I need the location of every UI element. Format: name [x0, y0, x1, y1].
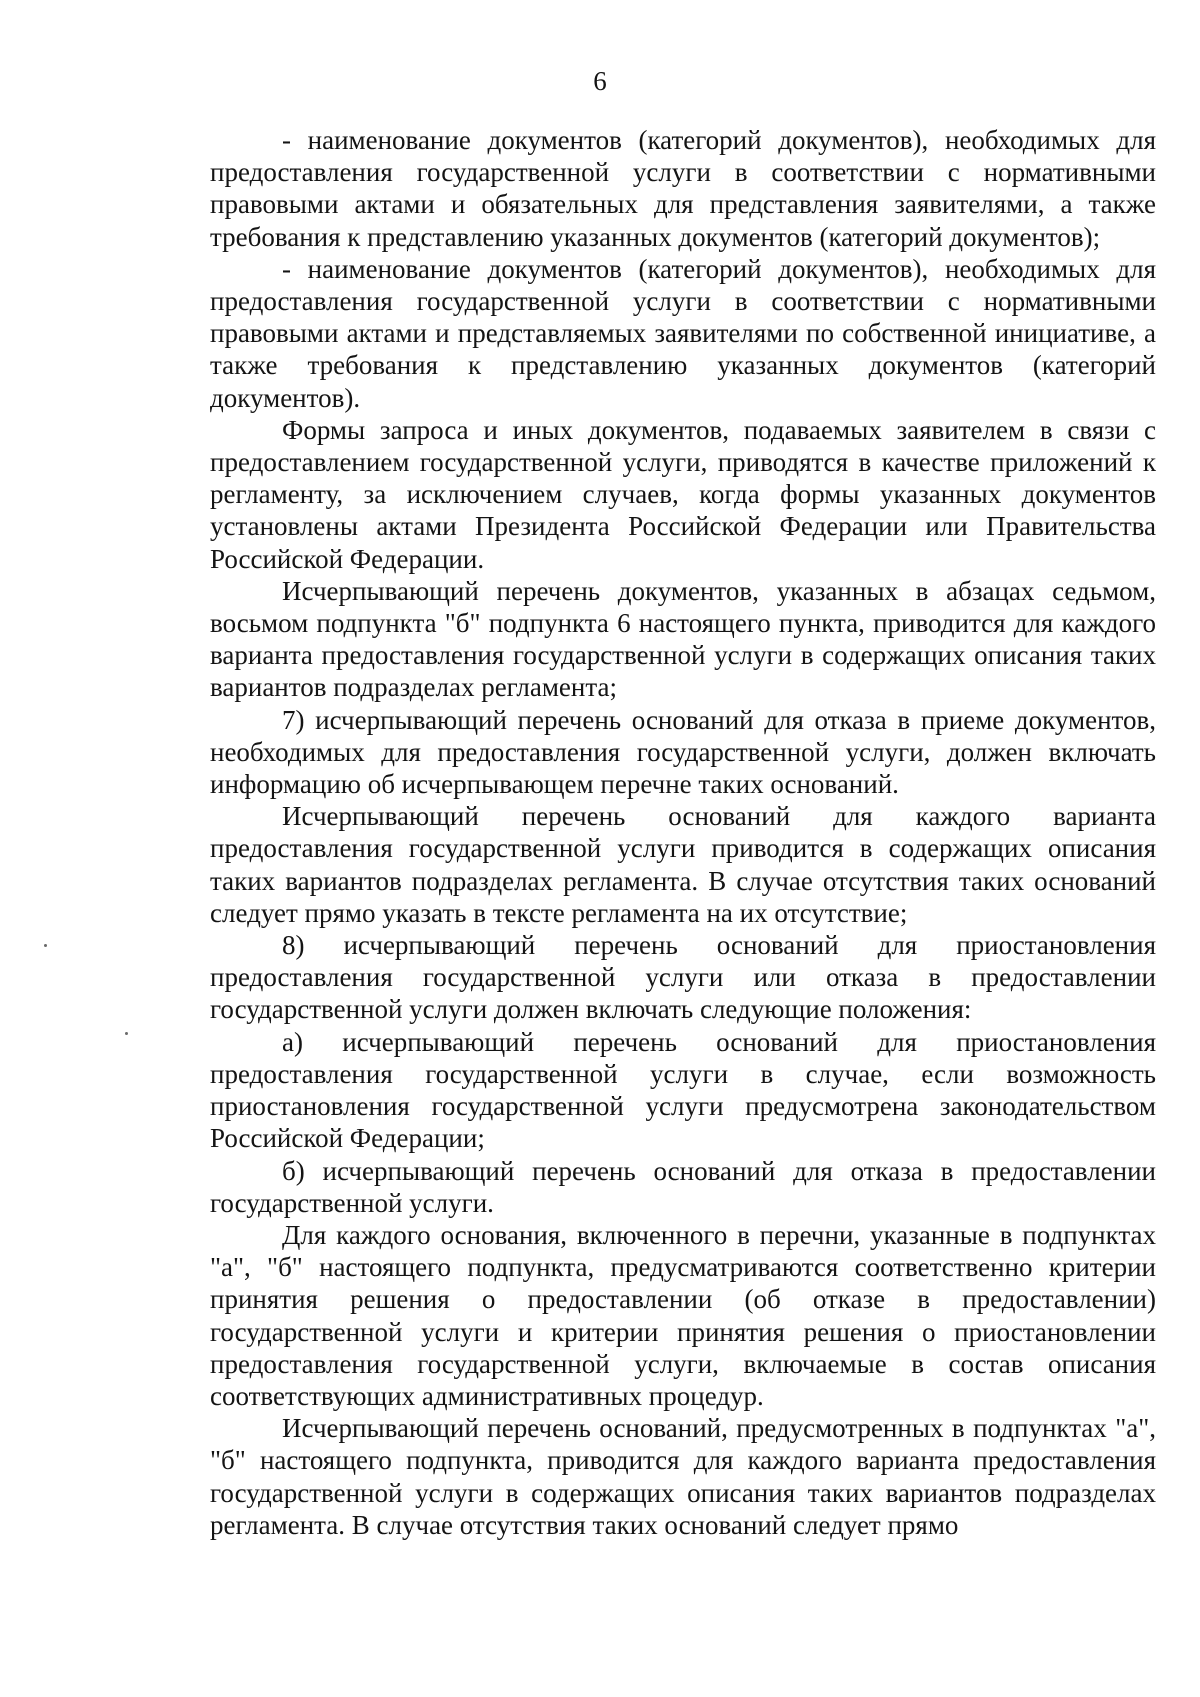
scan-artifact-dot [125, 1032, 128, 1035]
paragraph: Исчерпывающий перечень оснований, предусмотренных в подпунктах "а", "б" настоящего подпункта, приводится для каждого варианта предоставления государственной услуги в содержащих описания таких вариантов подразделах регламента. В случае отсутствия таких оснований следует прямо [210, 1413, 1156, 1540]
paragraph: 7) исчерпывающий перечень оснований для отказа в приеме документов, необходимых для предоставления государственной услуги, должен включать информацию об исчерпывающем перечне таких оснований. [210, 704, 1156, 800]
paragraph: Формы запроса и иных документов, подаваемых заявителем в связи с предоставлением государственной услуги, приводятся в качестве приложений к регламенту, за исключением случаев, когда формы указанных документов установлены актами Президента Российской Федерации или Правительства Российской Федерации. [210, 414, 1156, 574]
document-body [210, 124, 1156, 1541]
paragraph: 8) исчерпывающий перечень оснований для приостановления предоставления государственной услуги или отказа в предоставлении государственной услуги должен включать следующие положения: [210, 930, 1156, 1025]
paragraph: Исчерпывающий перечень оснований для каждого варианта предоставления государственной услуги приводится в содержащих описания таких вариантов подразделах регламента. В случае отсутствия таких оснований следует прямо указать в тексте регламента на их отсутствие; [210, 801, 1156, 928]
scan-artifact-dot [44, 944, 47, 947]
paragraph: - наименование документов (категорий документов), необходимых для предоставления государственной услуги в соответствии с нормативными правовыми актами и представляемых заявителями по собственной инициативе, а также требования к представлению указанных документов (категорий документов). [210, 253, 1156, 413]
paragraph: - наименование документов (категорий документов), необходимых для предоставления государственной услуги в соответствии с нормативными правовыми актами и обязательных для представления заявителями, а также требования к представлению указанных документов (категорий документов); [210, 125, 1156, 252]
page-number: 6 [593, 66, 607, 96]
paragraph: б) исчерпывающий перечень оснований для отказа в предоставлении государственной услуги. [210, 1155, 1156, 1218]
paragraph: а) исчерпывающий перечень оснований для приостановления предоставления государственной услуги в случае, если возможность приостановления государственной услуги предусмотрена законодательством Российской Федерации; [210, 1026, 1156, 1154]
paragraph: Исчерпывающий перечень документов, указанных в абзацах седьмом, восьмом подпункта "б" подпункта 6 настоящего пункта, приводится для каждого варианта предоставления государственной услуги в содержащих описания таких вариантов подразделах регламента; [210, 575, 1156, 703]
paragraph: Для каждого основания, включенного в перечни, указанные в подпунктах "а", "б" настоящего подпункта, предусматриваются соответственно критерии принятия решения о предоставлении (об отказе в предоставлении) государственной услуги и критерии принятия решения о приостановлении предоставления государственной услуги, включаемые в состав описания соответствующих административных процедур. [210, 1219, 1156, 1411]
